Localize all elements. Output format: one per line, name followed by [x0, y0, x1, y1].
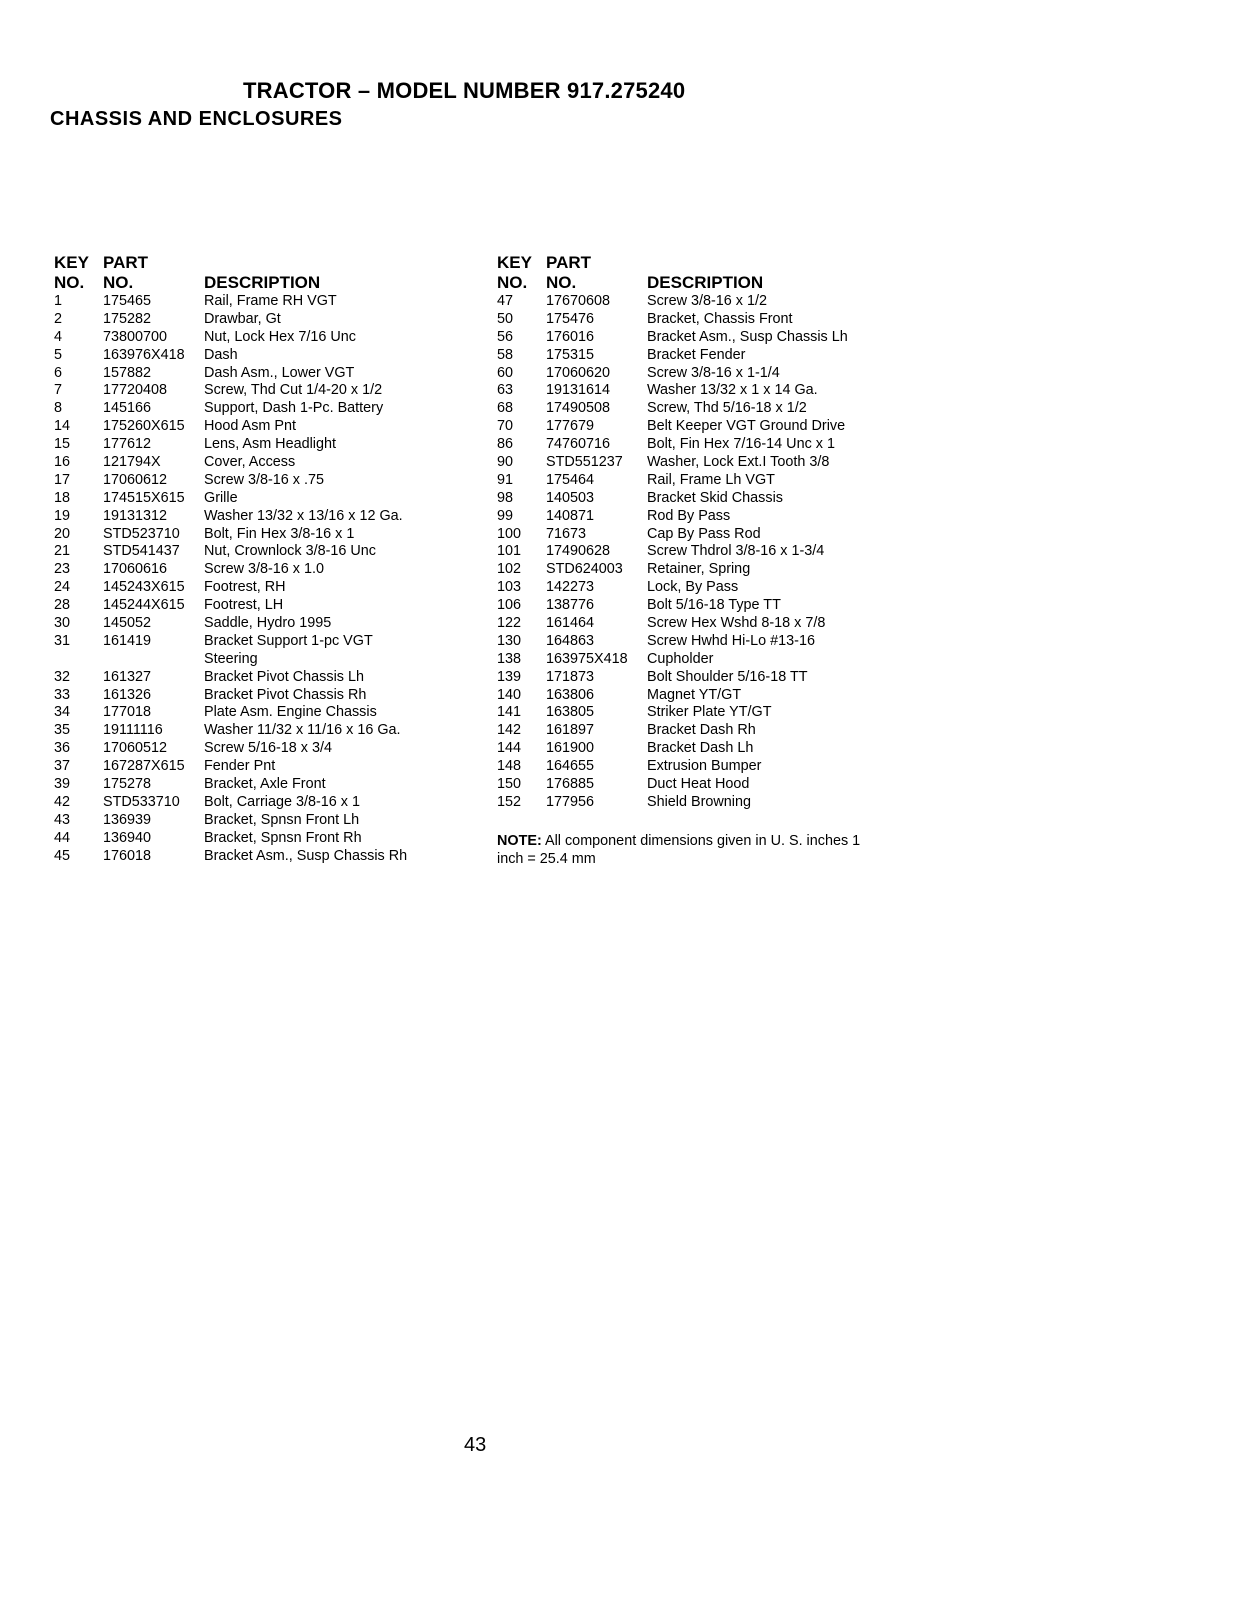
part-description: Bracket Dash Lh	[647, 740, 754, 757]
part-number: 176885	[546, 776, 595, 793]
key-number: 43	[54, 811, 71, 828]
key-number: 6	[54, 364, 63, 381]
part-description: Bolt, Fin Hex 7/16-14 Unc x 1	[647, 436, 835, 453]
key-number: 99	[497, 507, 514, 524]
header-key-no: NO.	[497, 273, 528, 292]
key-number: 24	[54, 579, 71, 596]
key-number: 16	[54, 454, 71, 471]
key-number: 47	[497, 293, 514, 309]
key-number: 39	[54, 776, 71, 793]
part-number: 175278	[103, 776, 152, 793]
part-number: 163976X418	[103, 346, 185, 363]
part-number: 136940	[103, 829, 152, 846]
part-number: 17060612	[103, 471, 168, 488]
header-part: PART	[103, 253, 149, 272]
part-number: 174515X615	[103, 489, 185, 506]
part-description: Saddle, Hydro 1995	[204, 615, 332, 632]
key-number: 90	[497, 454, 514, 471]
part-number: 177612	[103, 436, 152, 453]
part-description: Bolt, Fin Hex 3/8-16 x 1	[204, 525, 355, 542]
part-number: 161327	[103, 668, 152, 685]
part-number: 19111116	[103, 722, 163, 739]
part-description: Rod By Pass	[647, 507, 731, 524]
part-number: STD523710	[103, 525, 180, 542]
part-description: Screw 3/8-16 x 1.0	[204, 561, 324, 578]
part-description: Rail, Frame RH VGT	[204, 293, 337, 309]
key-number: 19	[54, 507, 71, 524]
part-number: 163805	[546, 704, 595, 721]
header-description: DESCRIPTION	[204, 273, 321, 292]
part-number: STD533710	[103, 793, 180, 810]
part-description: Bracket, Axle Front	[204, 776, 326, 793]
part-description: Footrest, LH	[204, 597, 284, 614]
part-description: Drawbar, Gt	[204, 310, 281, 327]
key-number: 138	[497, 650, 522, 667]
key-number: 58	[497, 346, 514, 363]
part-description: Cupholder	[647, 650, 714, 667]
header-key-no: NO.	[54, 273, 85, 292]
part-description: Bracket, Chassis Front	[647, 310, 793, 327]
part-number: 176018	[103, 847, 152, 864]
part-number: 136939	[103, 811, 152, 828]
key-number: 18	[54, 489, 71, 506]
key-number: 103	[497, 579, 522, 596]
part-number: STD541437	[103, 543, 180, 560]
key-number: 68	[497, 400, 514, 417]
part-description: Bracket Support 1-pc VGT	[204, 632, 373, 649]
part-description: Fender Pnt	[204, 758, 276, 775]
part-number: 17060616	[103, 561, 168, 578]
part-number: 175315	[546, 346, 595, 363]
part-number: 145244X615	[103, 597, 185, 614]
part-description: Magnet YT/GT	[647, 686, 742, 703]
part-description: Bracket, Spnsn Front Rh	[204, 829, 362, 846]
header-part-no: NO.	[546, 273, 577, 292]
part-number: STD624003	[546, 561, 623, 578]
part-number: 145052	[103, 615, 152, 632]
key-number: 150	[497, 776, 522, 793]
part-description: Grille	[204, 489, 238, 506]
key-number: 21	[54, 543, 71, 560]
part-description: Bolt Shoulder 5/16-18 TT	[647, 668, 808, 685]
key-number: 37	[54, 758, 71, 775]
part-description: Bracket Asm., Susp Chassis Rh	[204, 847, 408, 864]
dimensions-note	[497, 833, 877, 869]
part-number: 175282	[103, 310, 152, 327]
part-number: 17720408	[103, 382, 168, 399]
part-number: 145166	[103, 400, 152, 417]
part-number: 161419	[103, 632, 152, 649]
part-number: 177679	[546, 418, 595, 435]
part-number: 73800700	[103, 328, 168, 345]
part-number: 17490628	[546, 543, 611, 560]
part-number: 164863	[546, 632, 595, 649]
part-description: Striker Plate YT/GT	[647, 704, 772, 721]
part-number: STD551237	[546, 454, 623, 471]
key-number: 15	[54, 436, 71, 453]
key-number: 32	[54, 668, 71, 685]
header-key: KEY	[54, 253, 89, 272]
key-number: 130	[497, 632, 522, 649]
part-description: Bracket Dash Rh	[647, 722, 756, 739]
part-number: 157882	[103, 364, 152, 381]
part-description: Rail, Frame Lh VGT	[647, 471, 775, 488]
part-description: Bracket Pivot Chassis Rh	[204, 686, 367, 703]
key-number: 30	[54, 615, 71, 632]
part-number: 164655	[546, 758, 595, 775]
header-part-no: NO.	[103, 273, 134, 292]
part-number: 175476	[546, 310, 595, 327]
key-number: 56	[497, 328, 514, 345]
part-description: Washer 13/32 x 1 x 14 Ga.	[647, 382, 818, 399]
part-description: Screw, Thd 5/16-18 x 1/2	[647, 400, 807, 417]
header-key: KEY	[497, 253, 532, 272]
part-number: 163975X418	[546, 650, 628, 667]
part-number: 142273	[546, 579, 595, 596]
key-number: 20	[54, 525, 71, 542]
key-number: 31	[54, 632, 71, 649]
part-description: Plate Asm. Engine Chassis	[204, 704, 377, 721]
key-number: 63	[497, 382, 514, 399]
key-number: 139	[497, 668, 522, 685]
part-number: 175260X615	[103, 418, 185, 435]
key-number: 45	[54, 847, 71, 864]
key-number: 122	[497, 615, 522, 632]
page-title: TRACTOR – MODEL NUMBER 917.275240	[243, 78, 686, 103]
part-number: 161897	[546, 722, 595, 739]
key-number: 35	[54, 722, 71, 739]
page-number: 43	[464, 1434, 487, 1456]
part-description: Bracket Fender	[647, 346, 746, 363]
part-number: 74760716	[546, 436, 611, 453]
key-number: 142	[497, 722, 522, 739]
key-number: 28	[54, 597, 71, 614]
part-number: 177018	[103, 704, 152, 721]
part-number: 17670608	[546, 293, 611, 309]
part-description: Lens, Asm Headlight	[204, 436, 336, 453]
part-number: 175465	[103, 293, 152, 309]
part-number: 177956	[546, 793, 595, 810]
note-text: All component dimensions given in U. S. inches 1 inch = 25.4 mm	[497, 833, 861, 867]
part-description: Screw 3/8-16 x 1-1/4	[647, 364, 780, 381]
part-description: Bracket Pivot Chassis Lh	[204, 668, 364, 685]
part-description: Bracket Skid Chassis	[647, 489, 783, 506]
part-description: Screw 3/8-16 x 1/2	[647, 293, 767, 309]
part-number: 161326	[103, 686, 152, 703]
header-description: DESCRIPTION	[647, 273, 764, 292]
key-number: 140	[497, 686, 522, 703]
part-number: 19131614	[546, 382, 611, 399]
key-number: 17	[54, 471, 71, 488]
part-description: Nut, Lock Hex 7/16 Unc	[204, 328, 356, 345]
part-description: Washer 13/32 x 13/16 x 12 Ga.	[204, 507, 403, 524]
key-number: 36	[54, 740, 71, 757]
part-description: Screw Thdrol 3/8-16 x 1-3/4	[647, 543, 825, 560]
part-number: 17060620	[546, 364, 611, 381]
part-number: 145243X615	[103, 579, 185, 596]
part-number: 140871	[546, 507, 595, 524]
part-number: 167287X615	[103, 758, 185, 775]
part-description: Extrusion Bumper	[647, 758, 762, 775]
part-description: Belt Keeper VGT Ground Drive	[647, 418, 846, 435]
part-number: 140503	[546, 489, 595, 506]
part-description: Screw 5/16-18 x 3/4	[204, 740, 332, 757]
part-description: Hood Asm Pnt	[204, 418, 296, 435]
part-number: 19131312	[103, 507, 168, 524]
part-number: 121794X	[103, 454, 161, 471]
part-description: Nut, Crownlock 3/8-16 Unc	[204, 543, 376, 560]
part-number: 176016	[546, 328, 595, 345]
part-description: Screw Hwhd Hi-Lo #13-16	[647, 632, 815, 649]
key-number: 14	[54, 418, 71, 435]
key-number: 98	[497, 489, 514, 506]
key-number: 8	[54, 400, 63, 417]
key-number: 23	[54, 561, 71, 578]
part-description: Shield Browning	[647, 793, 751, 810]
key-number: 7	[54, 382, 63, 399]
part-description: Cover, Access	[204, 454, 296, 471]
key-number: 86	[497, 436, 514, 453]
key-number: 101	[497, 543, 522, 560]
section-subtitle: CHASSIS AND ENCLOSURES	[50, 108, 343, 130]
part-number: 71673	[546, 525, 587, 542]
key-number: 4	[54, 328, 63, 345]
part-description: Washer 11/32 x 11/16 x 16 Ga.	[204, 722, 401, 739]
part-description: Screw, Thd Cut 1/4-20 x 1/2	[204, 382, 383, 399]
part-description: Bracket Asm., Susp Chassis Lh	[647, 328, 848, 345]
key-number: 102	[497, 561, 522, 578]
part-description: Dash Asm., Lower VGT	[204, 364, 355, 381]
part-number: 138776	[546, 597, 595, 614]
key-number: 91	[497, 471, 514, 488]
key-number: 34	[54, 704, 71, 721]
header-part: PART	[546, 253, 592, 272]
part-description: Washer, Lock Ext.I Tooth 3/8	[647, 454, 830, 471]
part-number: 163806	[546, 686, 595, 703]
part-description: Lock, By Pass	[647, 579, 739, 596]
key-number: 144	[497, 740, 522, 757]
key-number: 42	[54, 793, 71, 810]
part-number: 161464	[546, 615, 595, 632]
part-description: Bracket, Spnsn Front Lh	[204, 811, 360, 828]
part-description: Retainer, Spring	[647, 561, 751, 578]
key-number: 141	[497, 704, 522, 721]
key-number: 152	[497, 793, 522, 810]
part-description: Screw 3/8-16 x .75	[204, 471, 324, 488]
part-description: Dash	[204, 346, 238, 363]
key-number: 33	[54, 686, 71, 703]
part-description: Screw Hex Wshd 8-18 x 7/8	[647, 615, 826, 632]
key-number: 70	[497, 418, 514, 435]
part-number: 171873	[546, 668, 595, 685]
key-number: 148	[497, 758, 522, 775]
part-number: 17490508	[546, 400, 611, 417]
key-number: 60	[497, 364, 514, 381]
key-number: 1	[54, 293, 63, 309]
part-number: 17060512	[103, 740, 168, 757]
key-number: 5	[54, 346, 63, 363]
key-number: 100	[497, 525, 522, 542]
key-number: 50	[497, 310, 514, 327]
key-number: 2	[54, 310, 63, 327]
key-number: 44	[54, 829, 71, 846]
part-number: 175464	[546, 471, 595, 488]
part-description: Duct Heat Hood	[647, 776, 750, 793]
part-description: Bolt, Carriage 3/8-16 x 1	[204, 793, 360, 810]
part-description: Support, Dash 1-Pc. Battery	[204, 400, 384, 417]
key-number: 106	[497, 597, 522, 614]
part-description: Cap By Pass Rod	[647, 525, 761, 542]
part-number: 161900	[546, 740, 595, 757]
part-description: Steering	[204, 650, 258, 667]
note-label: NOTE:	[497, 833, 542, 849]
part-description: Footrest, RH	[204, 579, 286, 596]
part-description: Bolt 5/16-18 Type TT	[647, 597, 781, 614]
